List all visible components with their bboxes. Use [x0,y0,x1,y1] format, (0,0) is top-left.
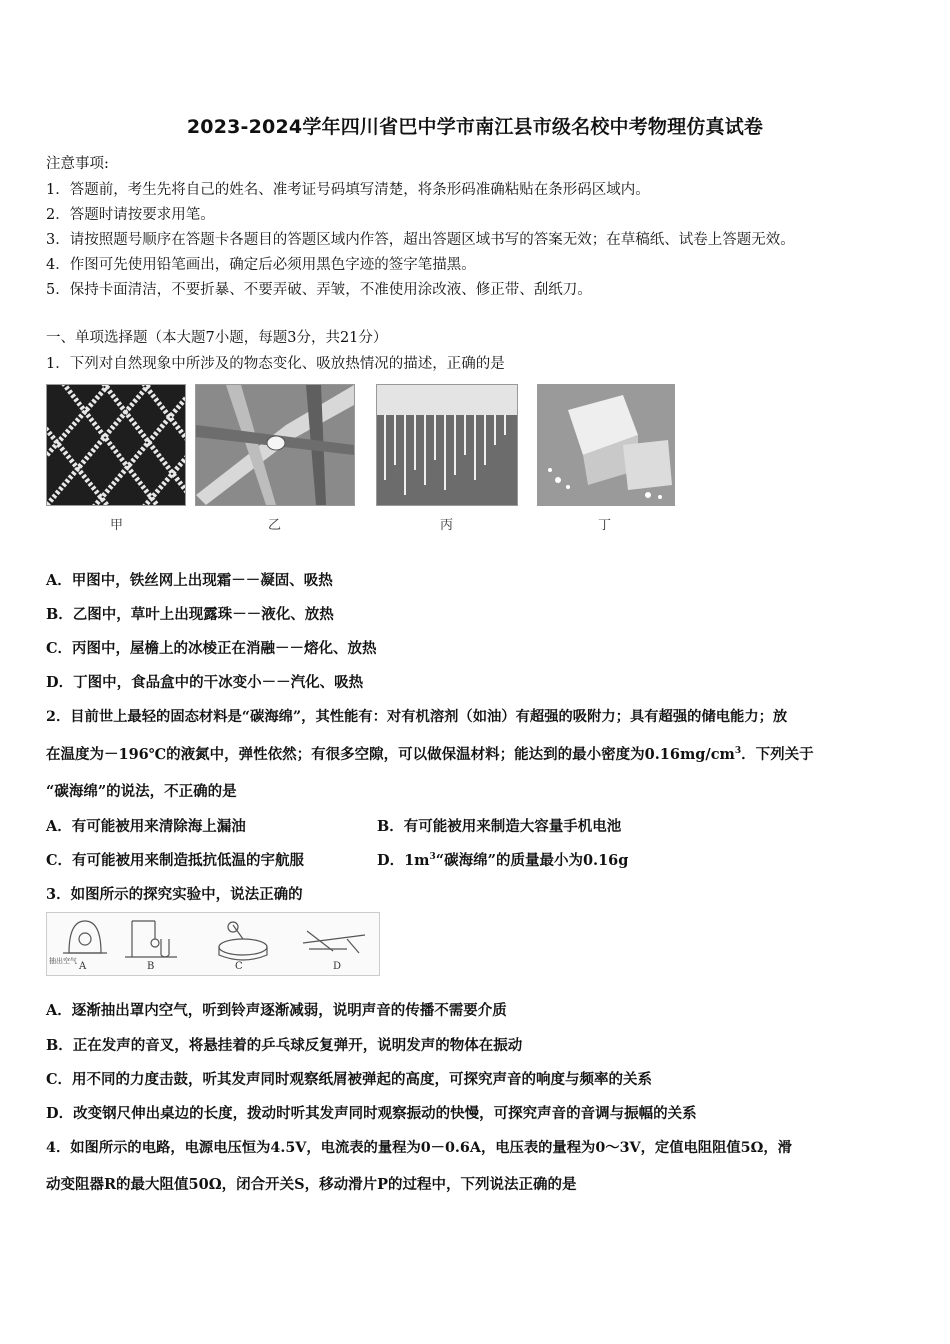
superscript: 3 [734,746,742,757]
notice-item: 5．保持卡面清洁，不要折暴、不要弄破、弄皱，不准使用涂改液、修正带、刮纸刀。 [46,282,592,298]
notice-item: 4．作图可先使用铅笔画出，确定后必须用黑色字迹的签字笔描黑。 [46,257,476,273]
question-2-option-d-pre: D．1m [377,852,430,869]
notice-heading: 注意事项: [46,156,109,172]
question-1-option-d: D．丁图中，食品盒中的干冰变小－－汽化、吸热 [46,674,364,691]
dry-ice-image [537,384,675,506]
melting-icicles-image [376,384,518,506]
figure-air-label: 抽出空气 [49,957,77,965]
notice-item: 3．请按照题号顺序在答题卡各题目的答题区域内作答，超出答题区域书写的答案无效；在草稿纸、试卷上答题无效。 [46,232,795,248]
question-3-option-a: A．逐渐抽出罩内空气，听到铃声逐渐减弱，说明声音的传播不需要介质 [46,1002,507,1019]
question-2-stem-line3: “碳海绵”的说法，不正确的是 [46,783,237,800]
figure-label-b: B [147,961,155,972]
question-2-option-c: C．有可能被用来制造抵抗低温的宇航服 [46,852,305,869]
question-3-option-c: C．用不同的力度击鼓，听其发声同时观察纸屑被弹起的高度，可探究声音的响度与频率的关系 [46,1071,653,1088]
question-4-stem-line2: 动变阻器R的最大阻值50Ω，闭合开关S，移动滑片P的过程中，下列说法正确的是 [46,1176,577,1193]
figure-caption-ding: 丁 [598,518,612,533]
question-3-option-d: D．改变钢尺伸出桌边的长度，拨动时听其发声同时观察振动的快慢，可探究声音的音调与振幅的关系 [46,1105,697,1122]
question-2-option-a: A．有可能被用来清除海上漏油 [46,818,246,835]
superscript: 3 [429,852,436,863]
section-heading: 一、单项选择题（本大题7小题，每题3分，共21分） [46,330,388,346]
question-2-stem-line2 [46,743,814,764]
question-2-stem-line1: 2．目前世上最轻的固态材料是“碳海绵”，其性能有：对有机溶剂（如油）有超强的吸附力；具有超强的储电能力；放 [46,709,788,725]
question-2-stem-line2-text: 在温度为－196℃的液氮中，弹性依然；有很多空隙，可以做保温材料；能达到的最小密度为0.16mg/cm [46,746,735,763]
notice-item: 1．答题前，考生先将自己的姓名、准考证号码填写清楚，将条形码准确粘贴在条形码区域内。 [46,182,650,198]
figure-label-c: C [235,961,243,972]
question-4-stem-line1: 4．如图所示的电路，电源电压恒为4.5V，电流表的量程为0－0.6A，电压表的量程为0～3V，定值电阻阻值5Ω，滑 [46,1140,792,1156]
frost-wire-mesh-image [46,384,186,506]
figure-label-d: D [333,961,342,972]
sound-experiments-figure [46,912,380,976]
question-3-stem: 3．如图所示的探究实验中，说法正确的 [46,886,303,903]
figure-caption-bing: 丙 [440,518,454,533]
question-1-stem: 1．下列对自然现象中所涉及的物态变化、吸放热情况的描述，正确的是 [46,356,505,372]
figure-caption-yi: 乙 [268,518,282,533]
question-2-stem-line2-tail: ．下列关于 [741,746,814,763]
notice-item: 2．答题时请按要求用笔。 [46,207,215,223]
question-2-option-d [377,849,628,870]
page-title: 2023-2024学年四川省巴中学市南江县市级名校中考物理仿真试卷 [186,116,764,138]
question-2-option-d-post: “碳海绵”的质量最小为0.16g [435,852,629,869]
question-1-option-a: A．甲图中，铁丝网上出现霜－－凝固、吸热 [46,572,333,589]
question-1-option-c: C．丙图中，屋檐上的冰棱正在消融－－熔化、放热 [46,640,377,657]
question-1-option-b: B．乙图中，草叶上出现露珠－－液化、放热 [46,606,334,623]
figure-caption-jia: 甲 [110,518,124,533]
dew-on-grass-image [195,384,355,506]
figure-label-a: A [79,961,87,972]
question-3-option-b: B．正在发声的音叉，将悬挂着的乒乓球反复弹开，说明发声的物体在振动 [46,1037,523,1054]
question-2-option-b: B．有可能被用来制造大容量手机电池 [377,818,622,835]
